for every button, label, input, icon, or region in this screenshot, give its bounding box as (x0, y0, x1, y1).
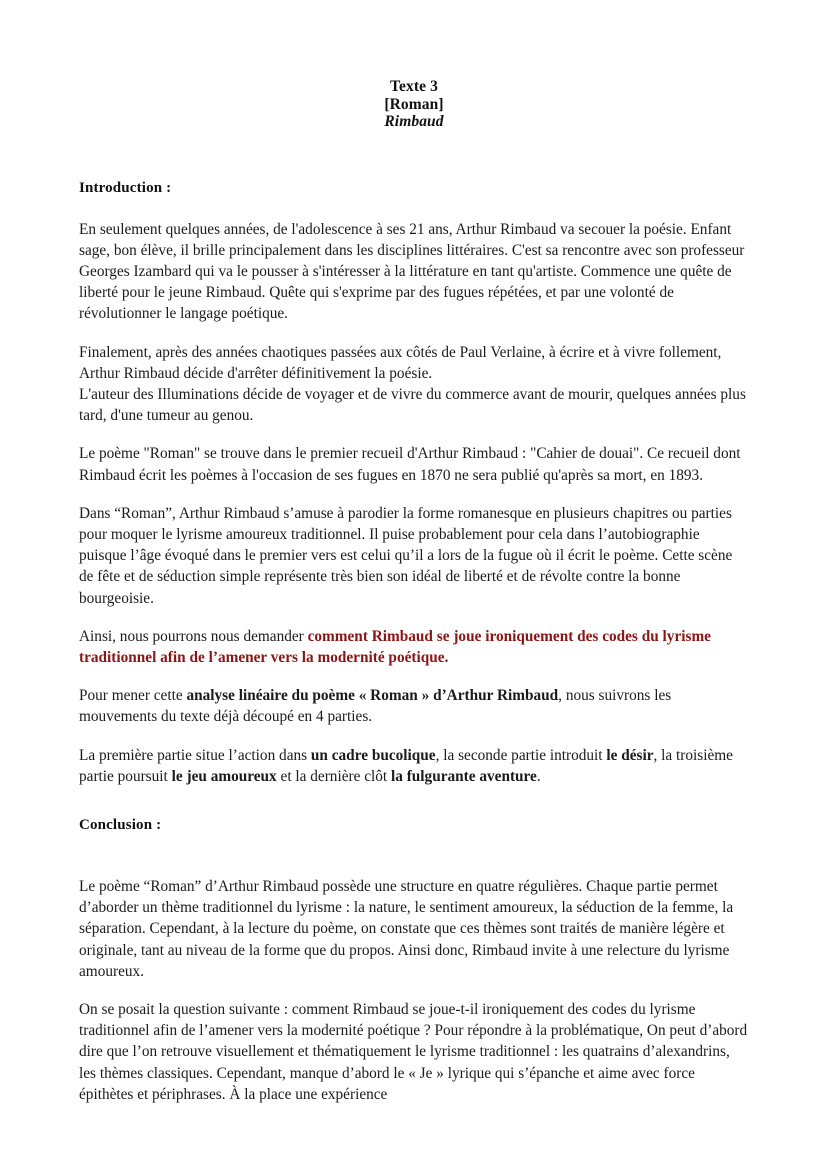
problematique-paragraph (79, 626, 750, 668)
conclusion-heading: Conclusion : (79, 816, 162, 833)
annonce-plan-before: Pour mener cette (79, 687, 187, 705)
mouvement-4-bold: la fulgurante aventure (390, 767, 537, 785)
intro-paragraph-2-line-2: L'auteur des Illuminations décide de voyager et de vivre du commerce avant de mourir, quelques années plus tard, d'une tumeur au genou. (79, 385, 746, 425)
intro-paragraph-4: Dans “Roman”, Arthur Rimbaud s’amuse à parodier la forme romanesque en plusieurs chapitres ou parties pour moquer le lyrisme amoureux traditionnel. Il puise probablement pour cela dans l’autobiographie puisque l’âge évoqué dans le premier vers est celui qu’il a lors de la fugue où il écrit le poème. Cette scène de fête et de séduction simple représente très bien son idéal de liberté et de révolte contre la bonne bourgeoisie. (79, 504, 733, 607)
annonce-plan-paragraph (79, 685, 750, 727)
problematique-lead-in: Ainsi, nous pourrons nous demander (79, 627, 308, 645)
mouvement-4-after: . (536, 767, 541, 785)
conclusion-paragraph-1: Le poème “Roman” d’Arthur Rimbaud possède une structure en quatre régulières. Chaque partie permet d’aborder un thème traditionnel du lyrisme : la nature, le sentiment amoureux, la séduction de la femme, la séparation. Cependant, à la lecture du poème, on constate que ces thèmes sont traités de manière légère et originale, tant au niveau de la forme que du propos. Ainsi donc, Rimbaud invite à une relecture du lyrisme amoureux. (79, 877, 734, 980)
introduction-body (0, 219, 828, 787)
mouvement-2-before: , la seconde partie introduit (435, 746, 607, 764)
mouvement-3-before: , la troisième partie poursuit (79, 746, 733, 785)
intro-paragraph-1: En seulement quelques années, de l'adolescence à ses 21 ans, Arthur Rimbaud va secouer la poésie. Enfant sage, bon élève, il brille principalement dans les disciplines littéraires. C'est sa rencontre avec son professeur Georges Izambard qui va le pousser à s'intéresser à la littérature en tant qu'artiste. Commence une quête de liberté pour le jeune Rimbaud. Quête qui s'exprime par des fugues répétées, et par une volonté de révolutionner le langage poétique. (79, 220, 745, 323)
introduction-heading: Introduction : (79, 179, 172, 196)
title-line-roman: [Roman] (384, 95, 444, 113)
mouvements-paragraph (79, 745, 750, 787)
mouvement-1-bold: un cadre bucolique (310, 746, 436, 764)
intro-paragraph-3: Le poème "Roman" se trouve dans le premier recueil d'Arthur Rimbaud : "Cahier de douai". Ce recueil dont Rimbaud écrit les poèmes à l'occasion de ses fugues en 1870 ne sera publié qu'après sa mort, en 1893. (79, 445, 741, 484)
intro-paragraph-2-line-1: Finalement, après des années chaotiques passées aux côtés de Paul Verlaine, à écrire et à vivre follement, Arthur Rimbaud décide d'arrêter définitivement la poésie. (79, 343, 722, 382)
mouvement-3-bold: le jeu amoureux (171, 767, 277, 785)
mouvement-1-before: La première partie situe l’action dans (79, 746, 311, 764)
annonce-plan-after: , nous suivrons les mouvements du texte déjà découpé en 4 parties. (79, 687, 672, 726)
annonce-plan-emphasis: analyse linéaire du poème « Roman » d’Arthur Rimbaud (186, 687, 559, 705)
conclusion-paragraph-2: On se posait la question suivante : comment Rimbaud se joue-t-il ironiquement des codes du lyrisme traditionnel afin de l’amener vers la modernité poétique ? Pour répondre à la problématique, On peut d’abord dire que l’on retrouve visuellement et thématiquement le lyrisme traditionnel : les quatrains d’alexandrins, les thèmes classiques. Cependant, manque d’abord le « Je » lyrique qui s’épanche et aime avec force épithètes et périphrases. À la place une expérience (79, 1000, 748, 1103)
document-title-block (0, 0, 828, 131)
spacer-after-intro-heading (0, 197, 828, 219)
mouvement-4-before: et la dernière clôt (276, 767, 391, 785)
mouvement-2-bold: le désir (606, 746, 654, 764)
problematique-question: comment Rimbaud se joue ironiquement des codes du lyrisme traditionnel afin de l’amener vers la modernité poétique. (79, 627, 711, 666)
intro-paragraph-2 (79, 342, 750, 427)
spacer-after-conclusion-heading (0, 834, 828, 876)
title-line-texte: Texte 3 (390, 78, 438, 95)
conclusion-body (0, 876, 828, 1105)
title-line-author: Rimbaud (384, 113, 444, 130)
